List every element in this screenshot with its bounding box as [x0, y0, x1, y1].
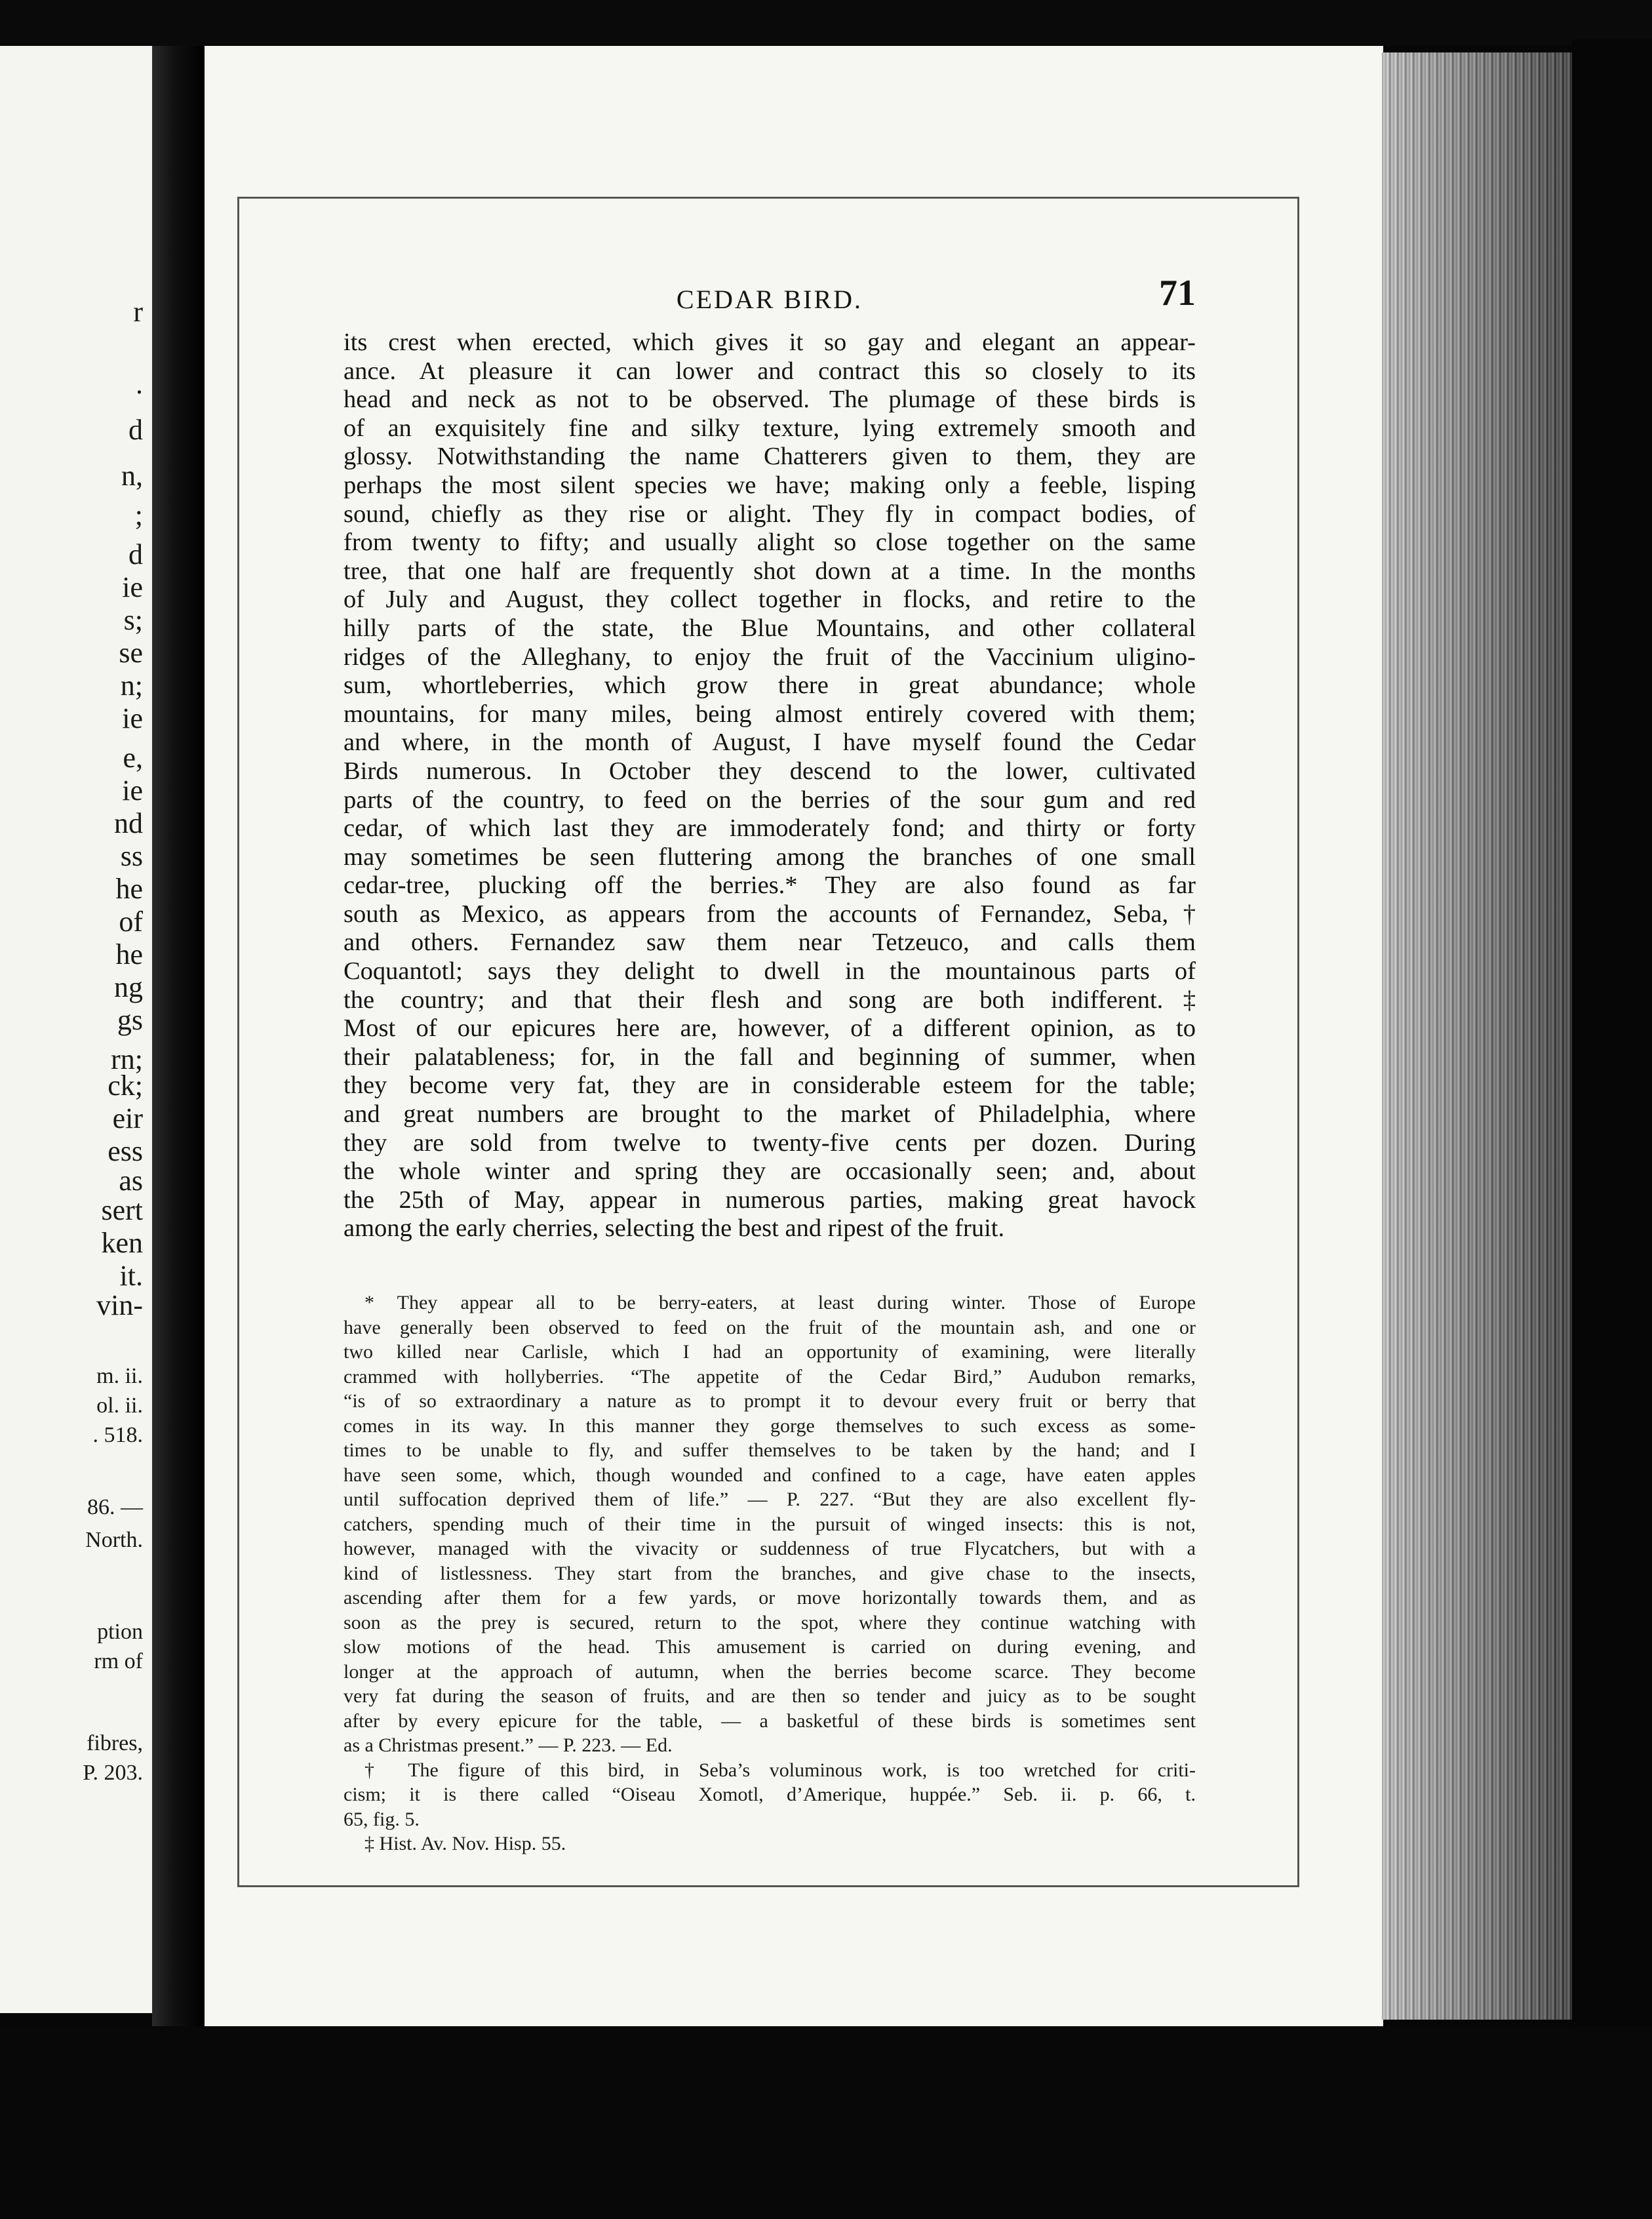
- facing-page-fragment: ken: [101, 1227, 143, 1259]
- footnote-line: until suffocation deprived them of life.” — P. 227. “But they are also excellent fly-: [344, 1489, 1196, 1510]
- page-content: [344, 273, 1196, 1856]
- facing-page-fragment: ol. ii.: [96, 1393, 143, 1418]
- footnote-line: slow motions of the head. This amusement is carried on during evening, and: [344, 1636, 1196, 1658]
- body-line: Birds numerous. In October they descend to the lower, cultivated: [344, 757, 1196, 785]
- body-line: tree, that one half are frequently shot down at a time. In the months: [344, 557, 1196, 585]
- facing-page-fragment: ck;: [108, 1070, 143, 1102]
- body-line: their palatableness; for, in the fall and beginning of summer, when: [344, 1043, 1196, 1071]
- body-line: the country; and that their flesh and song are both indifferent.‡: [344, 986, 1196, 1014]
- body-line: the 25th of May, appear in numerous parties, making great havock: [344, 1186, 1196, 1214]
- footnote-line: 65, fig. 5.: [344, 1808, 420, 1830]
- body-line: south as Mexico, as appears from the accounts of Fernandez, Seba,†: [344, 900, 1196, 928]
- body-line: among the early cherries, selecting the best and ripest of the fruit.: [344, 1214, 1005, 1243]
- body-line: of July and August, they collect together in flocks, and retire to the: [344, 586, 1196, 614]
- facing-page-fragment: n;: [120, 670, 143, 702]
- footnote-line: have generally been observed to feed on the fruit of the mountain ash, and one or: [344, 1316, 1196, 1338]
- body-line: of an exquisitely fine and silky texture, lying extremely smooth and: [344, 414, 1196, 442]
- footnote-line: catchers, spending much of their time in the pursuit of winged insects: this is not,: [344, 1513, 1196, 1535]
- body-line: they are sold from twelve to twenty-five cents per dozen. During: [344, 1129, 1196, 1157]
- body-line: its crest when erected, which gives it so gay and elegant an appear-: [344, 329, 1196, 356]
- facing-page-fragment: vin-: [96, 1289, 143, 1321]
- body-line: the whole winter and spring they are occasionally seen; and, about: [344, 1157, 1196, 1186]
- footnote-line: have seen some, which, though wounded and confined to a cage, have eaten apples: [344, 1464, 1196, 1486]
- facing-page-fragment: . 518.: [92, 1423, 143, 1447]
- footnote-line: comes in its way. In this manner they gorge themselves to such excess as some-: [344, 1414, 1196, 1437]
- facing-page-fragment: of: [119, 906, 143, 938]
- facing-page-fragment: he: [115, 873, 143, 905]
- footnote-line: ‡ Hist. Av. Nov. Hisp. 55.: [364, 1833, 566, 1854]
- facing-page-fragment: he: [115, 938, 143, 970]
- body-line: and where, in the month of August, I have myself found the Cedar: [344, 729, 1196, 757]
- footnote-line: longer at the approach of autumn, when the berries become scarce. They become: [344, 1660, 1196, 1683]
- body-line: they become very fat, they are in considerable esteem for the table;: [344, 1071, 1196, 1100]
- footnote-line: soon as the prey is secured, return to the spot, where they continue watching with: [344, 1611, 1196, 1633]
- facing-page-fragment: sert: [101, 1194, 143, 1226]
- facing-page-fragment: d: [128, 414, 143, 446]
- page-block-shade: [1382, 52, 1572, 2020]
- running-title: CEDAR BIRD.: [676, 285, 863, 314]
- facing-page-fragment: ie: [122, 774, 143, 807]
- facing-page-fragment: s;: [123, 604, 143, 636]
- body-line: cedar, of which last they are immoderately fond; and thirty or forty: [344, 814, 1196, 843]
- facing-page-fragment: r: [133, 296, 143, 328]
- body-line: and others. Fernandez saw them near Tetzeuco, and calls them: [344, 929, 1196, 957]
- book-gutter: [152, 46, 205, 2039]
- body-line: sound, chiefly as they rise or alight. They fly in compact bodies, of: [344, 500, 1196, 528]
- facing-page-fragment: ie: [122, 702, 143, 734]
- body-line: perhaps the most silent species we have; making only a feeble, lisping: [344, 471, 1196, 499]
- facing-page-fragment: ess: [108, 1135, 143, 1167]
- footnote-line: very fat during the season of fruits, and are then so tender and juicy as to be sought: [344, 1685, 1196, 1707]
- body-line: ridges of the Alleghany, to enjoy the fruit of the Vaccinium uligino-: [344, 643, 1196, 671]
- footnote-line: two killed near Carlisle, which I had an opportunity of examining, were literally: [344, 1341, 1196, 1363]
- body-text: [344, 329, 1196, 1243]
- footnote-line: “is of so extraordinary a nature as to prompt it to devour every fruit or berry that: [344, 1390, 1196, 1412]
- facing-page-fragment: m. ii.: [96, 1364, 143, 1388]
- facing-page-fragment: ie: [122, 571, 143, 603]
- scan-right-margin: [1572, 39, 1652, 2072]
- footnote-line: as a Christmas present.” — P. 223. — Ed.: [344, 1734, 673, 1756]
- facing-page-edge: [0, 46, 153, 2013]
- facing-page-fragment: se: [119, 637, 143, 669]
- body-line: cedar-tree, plucking off the berries.* They are also found as far: [344, 871, 1196, 900]
- facing-page-fragment: d: [128, 538, 143, 570]
- body-line: hilly parts of the state, the Blue Mountains, and other collateral: [344, 614, 1196, 642]
- facing-page-fragment: .: [136, 368, 143, 400]
- footnotes: [344, 1290, 1196, 1856]
- body-line: head and neck as not to be observed. The plumage of these birds is: [344, 386, 1196, 414]
- facing-page-fragment: n,: [121, 460, 143, 492]
- footnote-line: however, managed with the vivacity or suddenness of true Flycatchers, but with a: [344, 1538, 1196, 1559]
- facing-page-fragment: nd: [114, 807, 143, 839]
- facing-page-fragment: ption: [97, 1620, 143, 1644]
- running-head: [344, 273, 1196, 329]
- facing-page-fragment: fibres,: [87, 1731, 143, 1755]
- footnote-line: kind of listlessness. They start from the branches, and give chase to the insects,: [344, 1562, 1196, 1584]
- footnote-line: cism; it is there called “Oiseau Xomotl, d’Amerique, huppée.” Seb. ii. p. 66, t.: [344, 1784, 1196, 1805]
- facing-page-fragment: rm of: [94, 1649, 143, 1673]
- facing-page-fragment: rn;: [111, 1043, 143, 1075]
- body-line: parts of the country, to feed on the berries of the sour gum and red: [344, 786, 1196, 814]
- body-line: sum, whortleberries, which grow there in great abundance; whole: [344, 671, 1196, 700]
- footnote-line: after by every epicure for the table, — a basketful of these birds is sometimes sent: [344, 1709, 1196, 1732]
- body-line: may sometimes be seen fluttering among the branches of one small: [344, 843, 1196, 871]
- facing-page-fragment: North.: [85, 1528, 143, 1552]
- facing-page-fragment: it.: [119, 1260, 143, 1292]
- footnote-line: crammed with hollyberries. “The appetite of the Cedar Bird,” Audubon remarks,: [344, 1365, 1196, 1388]
- facing-page-fragment: e,: [123, 742, 143, 774]
- facing-page-fragment: ss: [120, 840, 143, 872]
- facing-page-fragment: as: [119, 1165, 143, 1197]
- facing-page-fragment: gs: [117, 1004, 143, 1036]
- footnote-line: † The figure of this bird, in Seba’s voluminous work, is too wretched for criti-: [364, 1759, 1196, 1781]
- body-line: Most of our epicures here are, however, of a different opinion, as to: [344, 1014, 1196, 1043]
- facing-page-fragment: P. 203.: [83, 1761, 143, 1785]
- scan-bottom-margin: [0, 2026, 1652, 2219]
- facing-page-fragment: ;: [134, 499, 143, 531]
- body-line: and great numbers are brought to the market of Philadelphia, where: [344, 1100, 1196, 1129]
- scan-top-margin: [0, 0, 1652, 46]
- page-number: 71: [1159, 273, 1196, 313]
- body-line: mountains, for many miles, being almost entirely covered with them;: [344, 700, 1196, 728]
- facing-page-fragment: eir: [112, 1102, 143, 1134]
- body-line: glossy. Notwithstanding the name Chatterers given to them, they are: [344, 443, 1196, 471]
- footnote-line: times to be unable to fly, and suffer themselves to be taken by the hand; and I: [344, 1439, 1196, 1461]
- body-line: from twenty to fifty; and usually alight so close together on the same: [344, 529, 1196, 557]
- facing-page-fragment: ng: [114, 971, 143, 1003]
- facing-page-fragment: 86. —: [87, 1495, 143, 1519]
- body-line: Coquantotl; says they delight to dwell in the mountainous parts of: [344, 957, 1196, 986]
- body-line: ance. At pleasure it can lower and contract this so closely to its: [344, 357, 1196, 385]
- footnote-line: ascending after them for a few yards, or move horizontally towards them, and as: [344, 1587, 1196, 1609]
- footnote-line: * They appear all to be berry-eaters, at least during winter. Those of Europe: [364, 1292, 1196, 1313]
